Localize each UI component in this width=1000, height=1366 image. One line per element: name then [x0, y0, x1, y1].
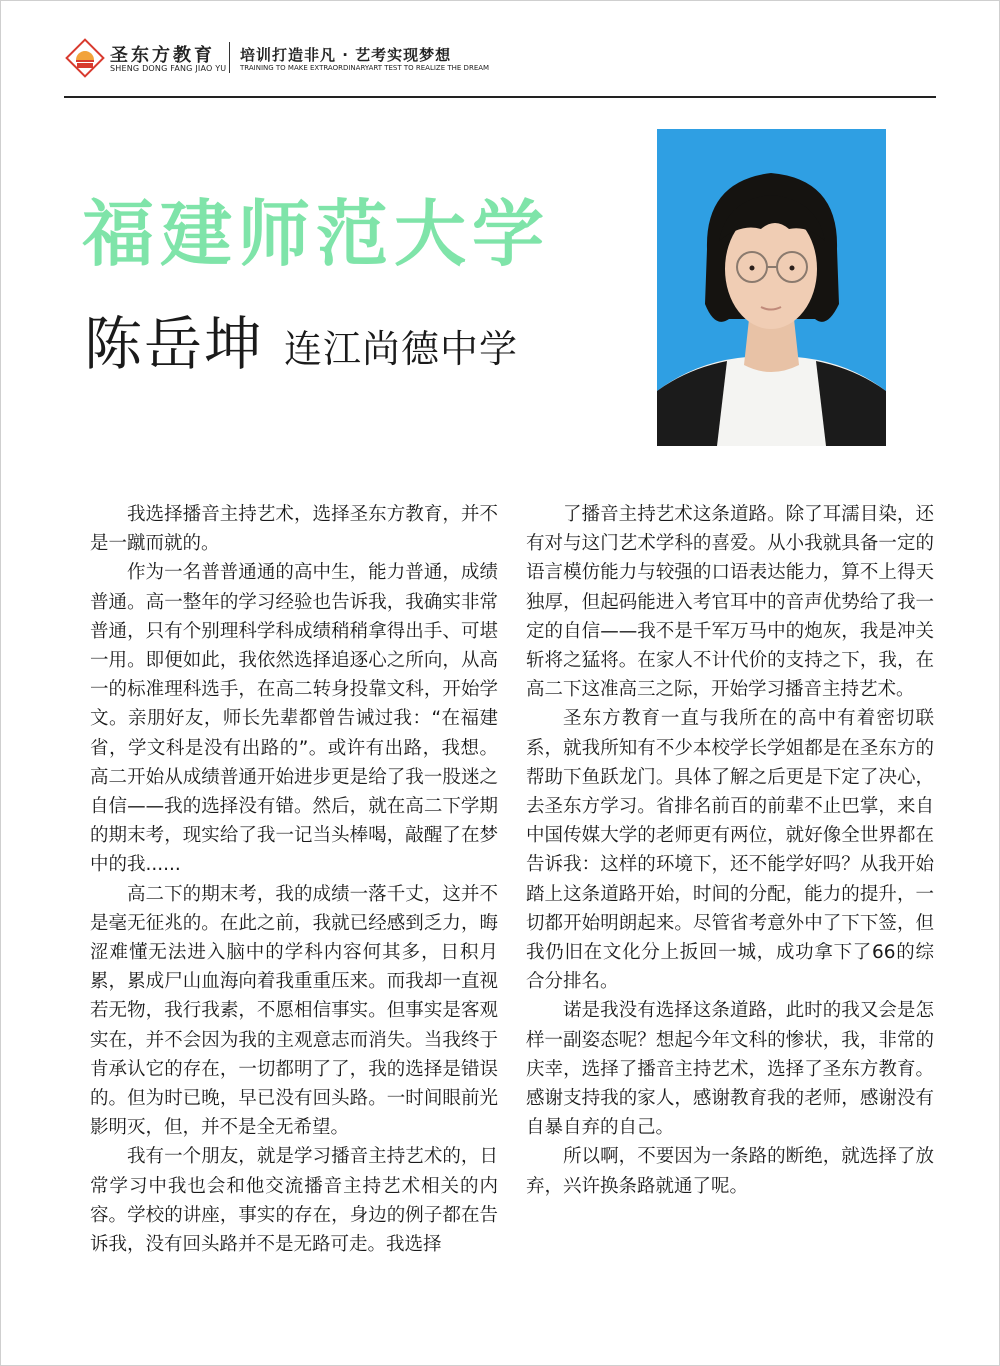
paragraph: 我选择播音主持艺术，选择圣东方教育，并不是一蹴而就的。	[90, 504, 498, 555]
brand-logo	[64, 37, 106, 79]
paragraph: 所以啊，不要因为一条路的断绝，就选择了放弃，兴许换条路就通了呢。	[526, 1146, 934, 1197]
paragraph: 高二下的期末考，我的成绩一落千丈，这并不是毫无征兆的。在此之前，我就已经感到乏力，晦涩难懂无法进入脑中的学科内容何其多，日积月累，累成尸山血海向着我重重压来。而我却一直视若无物，我行我素，不愿相信事实。但事实是客观实在，并不会因为我的主观意志而消失。当我终于肯承认它的存在，一切都明了了，我的选择是错误的。但为时已晚，早已没有回头路。一时间眼前光影明灭，但，并不是全无希望。	[90, 883, 498, 1139]
university-title: 福建师范大学	[82, 192, 551, 276]
slogan: 培训打造非凡 · 艺考实现梦想	[240, 46, 452, 64]
paragraph: 圣东方教育一直与我所在的高中有着密切联系，就我所知有不少本校学长学姐都是在圣东方的帮助下鱼跃龙门。具体了解之后更是下定了决心，去圣东方学习。省排名前百的前辈不止巴掌，来自中国传媒大学的老师更有两位，就好像全世界都在告诉我：这样的环境下，还不能学好吗？从我开始踏上这条道路开始，时间的分配，能力的提升，一切都开始明朗起来。尽管省考意外中了下下签，但我仍旧在文化分上扳回一城，成功拿下了66的综合分排名。	[526, 708, 934, 993]
article-column-left	[90, 500, 498, 1259]
slogan-english: TRAINING TO MAKE EXTRAORDINARYART TEST TO REALIZE THE DREAM	[240, 64, 490, 72]
brand-name-pinyin: SHENG DONG FANG JIAO YU	[110, 64, 227, 73]
paragraph: 作为一名普普通通的高中生，能力普通，成绩普通。高一整年的学习经验也告诉我，我确实非常普通，只有个别理科学科成绩稍稍拿得出手、可堪一用。即便如此，我依然选择追逐心之所向，从高一的标准理科选手，在高二转身投靠文科，开始学文。亲朋好友，师长先辈都曾告诫过我：“在福建省，学文科是没有出路的”。或许有出路，我想。高二开始从成绩普通开始进步更是给了我一股迷之自信——我的选择没有错。然后，就在高二下学期的期末考，现实给了我一记当头棒喝，敲醒了在梦中的我......	[90, 562, 498, 876]
student-portrait-photo	[657, 129, 886, 446]
student-name: 陈岳坤	[84, 310, 265, 378]
brand-name: 圣东方教育	[110, 45, 215, 66]
header-rule	[64, 96, 936, 98]
header-divider	[229, 42, 230, 73]
article-column-right	[526, 500, 934, 1201]
paragraph: 我有一个朋友，就是学习播音主持艺术的，日常学习中我也会和他交流播音主持艺术相关的内容。学校的讲座，事实的存在，身边的例子都在告诉我，没有回头路并不是无路可走。我选择	[90, 1146, 498, 1256]
high-school-name: 连江尚德中学	[284, 327, 519, 371]
paragraph: 诺是我没有选择这条道路，此时的我又会是怎样一副姿态呢？想起今年文科的惨状，我，非常的庆幸，选择了播音主持艺术，选择了圣东方教育。感谢支持我的家人，感谢教育我的老师，感谢没有自暴自弃的自己。	[526, 1000, 934, 1139]
paragraph: 了播音主持艺术这条道路。除了耳濡目染，还有对与这门艺术学科的喜爱。从小我就具备一定的语言模仿能力与较强的口语表达能力，算不上得天独厚，但起码能进入考官耳中的音声优势给了我一定的自信——我不是千军万马中的炮灰，我是冲关斩将之猛将。在家人不计代价的支持之下，我，在高二下这准高三之际，开始学习播音主持艺术。	[526, 504, 934, 701]
